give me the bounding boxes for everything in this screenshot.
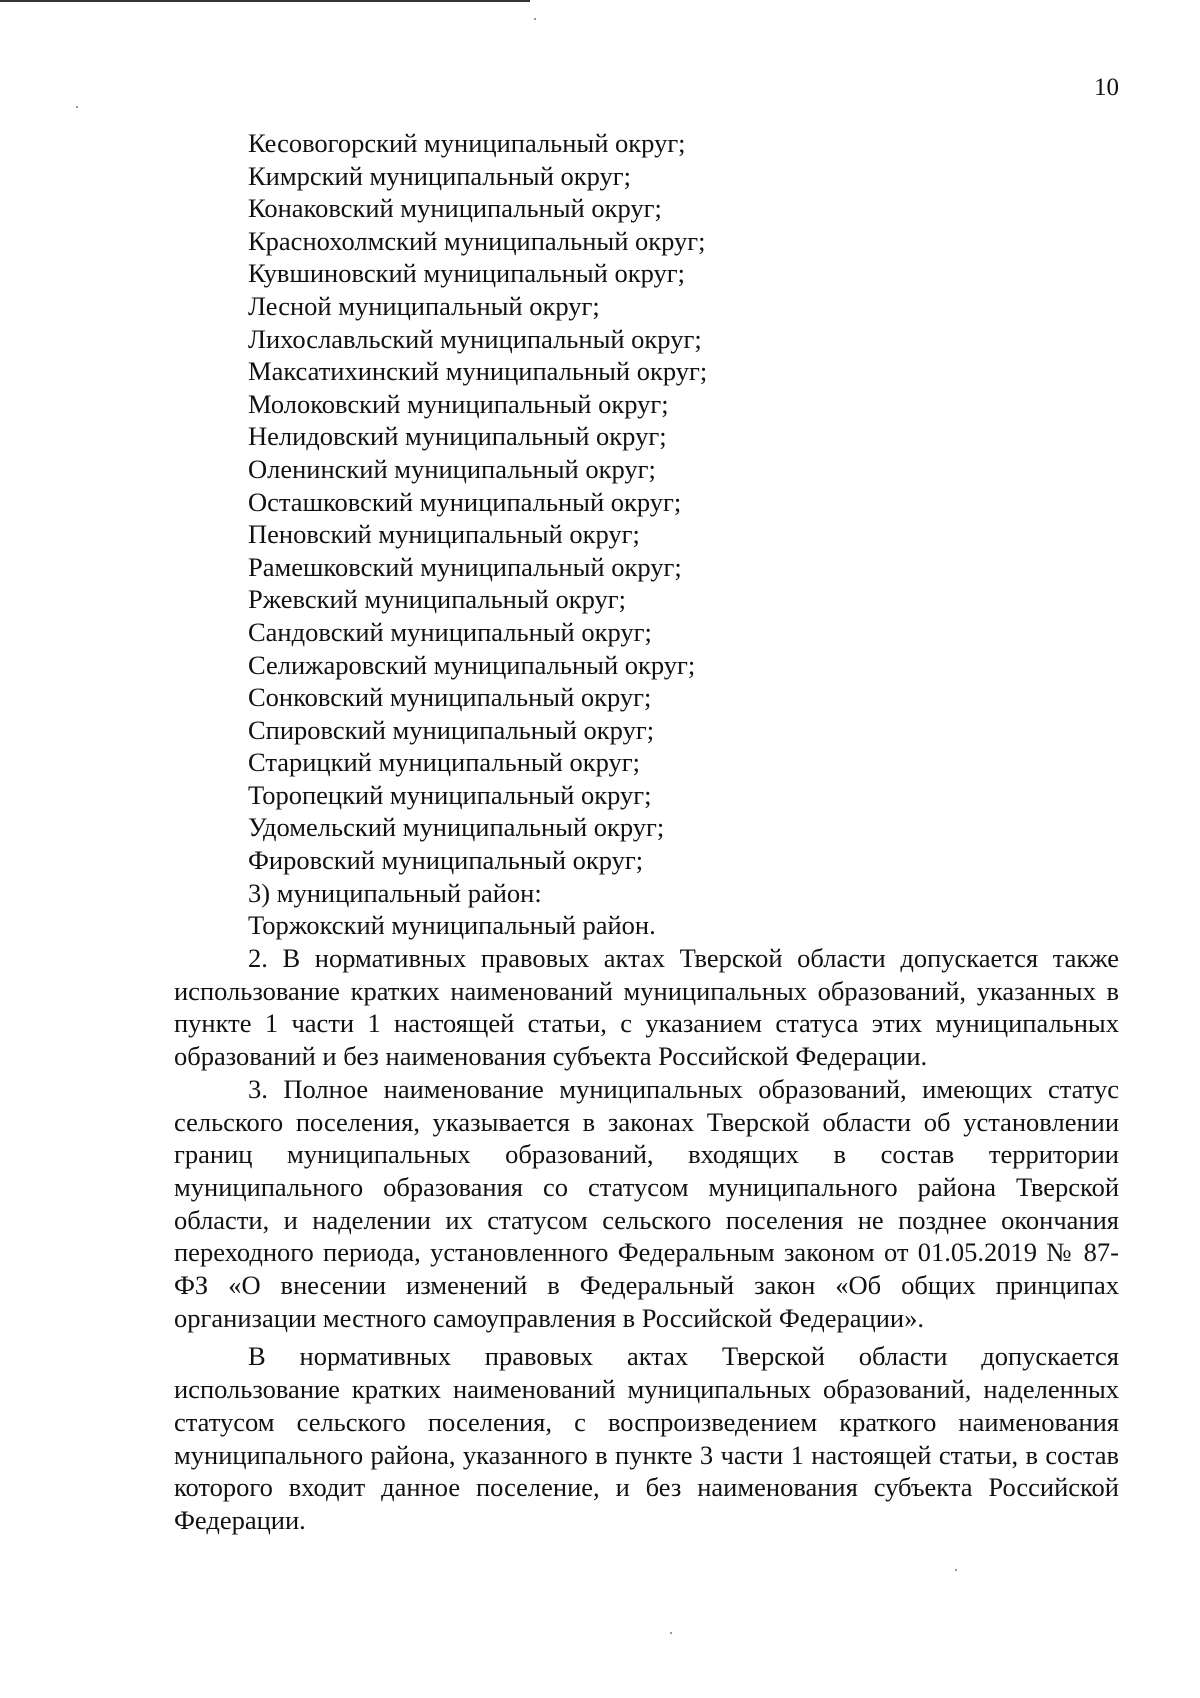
municipal-district-list [248, 127, 1108, 942]
list-item: Удомельский муниципальный округ; [248, 812, 665, 843]
list-item: Фировский муниципальный округ; [248, 845, 644, 876]
list-item: Краснохолмский муниципальный округ; [248, 225, 706, 256]
list-item: Ржевский муниципальный округ; [248, 584, 626, 615]
list-item: Кимрский муниципальный округ; [248, 160, 632, 191]
list-item: Рамешковский муниципальный округ; [248, 551, 682, 582]
list-item: Селижаровский муниципальный округ; [248, 649, 696, 680]
page-number: 10 [1094, 74, 1119, 101]
list-item: Оленинский муниципальный округ; [248, 453, 656, 484]
list-item: Спировский муниципальный округ; [248, 714, 655, 745]
scan-speck [670, 1632, 672, 1634]
body-paragraphs [174, 942, 1119, 1537]
list-item: Лесной муниципальный округ; [248, 290, 600, 321]
list-item: Молоковский муниципальный округ; [248, 388, 669, 419]
list-item: Осташковский муниципальный округ; [248, 486, 682, 517]
list-item: Старицкий муниципальный округ; [248, 747, 641, 778]
list-item: Максатихинский муниципальный округ; [248, 356, 708, 387]
list-item: Конаковский муниципальный округ; [248, 193, 662, 224]
list-item: Пеновский муниципальный округ; [248, 519, 640, 550]
list-item: Сандовский муниципальный округ; [248, 616, 652, 647]
paragraph-3: 3. Полное наименование муниципальных образований, имеющих статус сельского поселения, указывается в законах Тверской области об установлении границ муниципальных образований, входящих в состав территории муниципального образования со статусом муниципального района Тверской области, и наделении их статусом сельского поселения не позднее окончания переходного периода, установленного Федеральным законом от 01.05.2019 № 87-ФЗ «О внесении изменений в Федеральный закон «Об общих принципах организации местного самоуправления в Российской Федерации». [174, 1073, 1119, 1333]
list-item: Сонковский муниципальный округ; [248, 682, 652, 713]
list-item: Нелидовский муниципальный округ; [248, 421, 667, 452]
list-item: Лихославльский муниципальный округ; [248, 323, 702, 354]
scan-top-rule [0, 0, 530, 2]
scan-speck [955, 1569, 957, 1571]
paragraph-3-continuation: В нормативных правовых актах Тверской области допускается использование кратких наименований муниципальных образований, наделенных статусом сельского поселения, с воспроизведением краткого наименования муниципального района, указанного в пункте 3 части 1 настоящей статьи, в состав которого входит данное поселение, и без наименования субъекта Российской Федерации. [174, 1341, 1119, 1535]
scan-speck [534, 18, 536, 20]
list-item: 3) муниципальный район: [248, 877, 542, 908]
list-item: Торопецкий муниципальный округ; [248, 779, 652, 810]
list-item: Кувшиновский муниципальный округ; [248, 258, 685, 289]
list-item: Кесовогорский муниципальный округ; [248, 128, 686, 158]
list-item: Торжокский муниципальный район. [248, 910, 656, 941]
scan-speck [76, 106, 78, 108]
paragraph-2: 2. В нормативных правовых актах Тверской области допускается также использование кратких наименований муниципальных образований, указанных в пункте 1 части 1 настоящей статьи, с указанием статуса этих муниципальных образований и без наименования субъекта Российской Федерации. [174, 943, 1119, 1072]
